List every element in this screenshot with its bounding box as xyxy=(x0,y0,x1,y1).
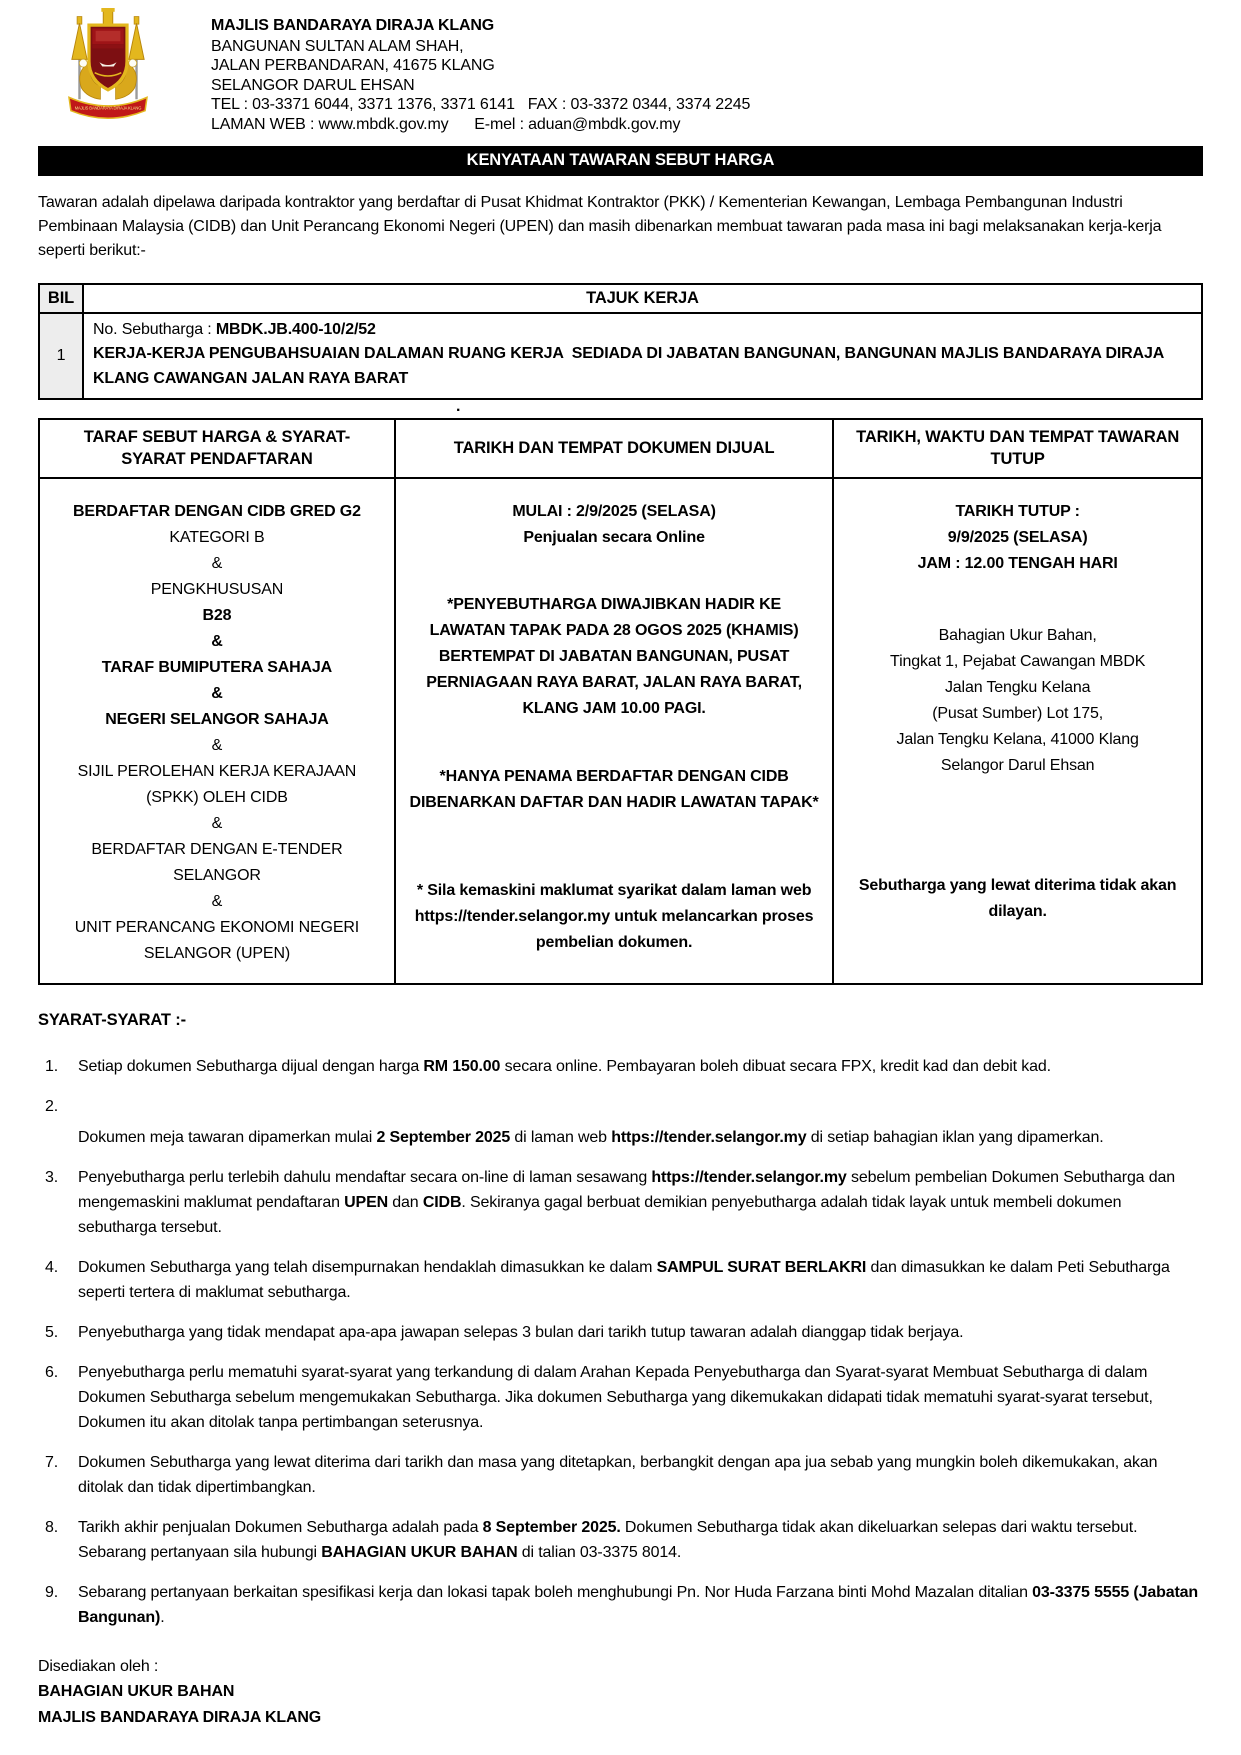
item-text xyxy=(78,1450,1203,1500)
text-segment: UPEN xyxy=(344,1193,389,1211)
job-row-number: 1 xyxy=(39,313,83,399)
item-number: 5. xyxy=(45,1323,59,1341)
syarat-item xyxy=(38,1360,1203,1435)
text-line: * Sila kemaskini maklumat syarikat dalam laman web https://tender.selangor.my untuk melancarkan proses pembelian dokumen. xyxy=(414,882,818,952)
org-name: MAJLIS BANDARAYA DIRAJA KLANG xyxy=(211,17,495,34)
text-line: Jalan Tengku Kelana xyxy=(944,679,1091,697)
text-line: Bahagian Ukur Bahan, xyxy=(938,627,1097,645)
text-line: JALAN PERBANDARAN, 41675 KLANG xyxy=(211,57,495,75)
text-segment: secara online. Pembayaran boleh dibuat secara FPX, kredit kad dan debit kad. xyxy=(500,1057,1051,1075)
item-number: 8. xyxy=(45,1518,59,1536)
text-line: Penjualan secara Online xyxy=(523,528,705,546)
quotation-info-table xyxy=(38,418,1203,985)
text-line: B28 xyxy=(202,606,232,624)
text-segment: Penyebutharga perlu terlebih dahulu mendaftar secara on-line di laman sesawang xyxy=(78,1168,652,1186)
text-line: MULAI : 2/9/2025 (SELASA) xyxy=(512,502,716,520)
text-segment: Dokumen Sebutharga yang lewat diterima dari tarikh dan masa yang ditetapkan, berbangkit dengan apa jua sebab yang mungkin boleh dikemukakan, akan ditolak dan tidak dipertimbangkan. xyxy=(78,1453,1162,1496)
text-segment: Penyebutharga perlu mematuhi syarat-syarat yang terkandung di dalam Arahan Kepada Penyebutharga dan Syarat-syarat Membuat Sebutharga di dalam Dokumen Sebutharga sebelum mengemukakan Sebutharga. Jika dokumen Sebutharga yang dikemukakan didapati tidak mematuhi syarat-syarat tersebut, Dokumen itu akan ditolak tanpa pertimbangan seterusnya. xyxy=(78,1363,1158,1431)
syarat-item xyxy=(38,1450,1203,1500)
text-line xyxy=(408,722,820,764)
crest-shield-icon xyxy=(89,25,127,90)
item-number: 7. xyxy=(45,1453,59,1471)
text-segment: SAMPUL SURAT BERLAKRI xyxy=(656,1258,867,1276)
text-segment: Dokumen Sebutharga yang telah disempurnakan hendaklah dimasukkan ke dalam xyxy=(78,1258,657,1276)
syarat-item xyxy=(38,1094,1203,1150)
text-segment: Sebarang pertanyaan berkaitan spesifikasi kerja dan lokasi tapak boleh menghubungi Pn. Nor Huda Farzana binti Mohd Mazalan ditalian xyxy=(78,1583,1033,1601)
item-number: 2. xyxy=(45,1097,59,1115)
text-segment: CIDB xyxy=(422,1193,462,1211)
text-segment: Tarikh akhir penjualan Dokumen Sebutharga adalah pada xyxy=(78,1518,483,1536)
text-segment: di talian 03-3375 8014. xyxy=(517,1543,682,1561)
text-line: BERDAFTAR DENGAN E-TENDER SELANGOR xyxy=(91,840,347,884)
text-segment: . Sekiranya gagal berbuat demikian penyebutharga adalah tidak layak untuk membeli dokumen sebutharga tersebut. xyxy=(78,1193,1126,1236)
quotation-ref-line xyxy=(93,318,1192,342)
letterhead-address xyxy=(211,8,750,134)
prepared-by-dept: BAHAGIAN UKUR BAHAN xyxy=(38,1683,235,1701)
syarat-item xyxy=(38,1515,1203,1565)
crest-finial-icon xyxy=(101,8,114,25)
text-segment: di laman web xyxy=(510,1128,612,1146)
text-segment: dan xyxy=(388,1193,423,1211)
text-line: TEL : 03-3371 6044, 3371 1376, 3371 6141 FAX : 03-3372 0344, 3374 2245 xyxy=(211,96,751,114)
text-line: NEGERI SELANGOR SAHAJA xyxy=(105,710,329,728)
item-text xyxy=(78,1054,1203,1079)
text-line: *PENYEBUTHARGA DIWAJIBKAN HADIR KE LAWATAN TAPAK PADA 28 OGOS 2025 (KHAMIS) BERTEMPAT DI JABATAN BANGUNAN, PUSAT PERNIAGAAN RAYA BARAT, JALAN RAYA BARAT, KLANG JAM 10.00 PAGI. xyxy=(426,596,807,718)
text-segment: 03-3375 5555 (Jabatan Bangunan) xyxy=(78,1583,1203,1626)
crest-banner-icon xyxy=(69,97,147,118)
address-lines xyxy=(211,37,750,135)
text-segment: di setiap bahagian iklan yang dipamerkan. xyxy=(806,1128,1104,1146)
cell-registration-requirements xyxy=(39,478,395,984)
stray-period: . xyxy=(456,398,461,416)
text-segment: RM 150.00 xyxy=(423,1057,501,1075)
text-segment: sebelum pembelian Dokumen Sebutharga dan mengemaskini maklumat pendaftaran xyxy=(78,1168,1180,1211)
text-line: PENGKHUSUSAN xyxy=(150,580,284,598)
prepared-by-org: MAJLIS BANDARAYA DIRAJA KLANG xyxy=(38,1709,322,1727)
text-segment: https://tender.selangor.my xyxy=(611,1128,807,1146)
job-title: KERJA-KERJA PENGUBAHSUAIAN DALAMAN RUANG KERJA SEDIADA DI JABATAN BANGUNAN, BANGUNAN MAJLIS BANDARAYA DIRAJA KLANG CAWANGAN JALAN RAYA BARAT xyxy=(93,345,1168,387)
syarat-item xyxy=(38,1165,1203,1240)
prepared-by-block xyxy=(38,1654,1203,1732)
text-line: UNIT PERANCANG EKONOMI NEGERI SELANGOR (UPEN) xyxy=(74,918,364,962)
item-text xyxy=(78,1580,1203,1630)
job-row-details xyxy=(83,313,1202,399)
text-segment: Penyebutharga yang tidak mendapat apa-apa jawapan selepas 3 bulan dari tarikh tutup tawaran adalah dianggap tidak berjaya. xyxy=(78,1323,964,1341)
quotation-ref-no: MBDK.JB.400-10/2/52 xyxy=(215,321,376,339)
text-line: & xyxy=(211,892,223,910)
text-line: JAM : 12.00 TENGAH HARI xyxy=(917,554,1118,572)
item-text xyxy=(78,1165,1203,1240)
text-line: *HANYA PENAMA BERDAFTAR DENGAN CIDB DIBENARKAN DAFTAR DAN HADIR LAWATAN TAPAK* xyxy=(409,767,819,811)
crest-banner-text: MAJLIS BANDARAYA DIRAJA KLANG xyxy=(74,105,142,111)
mbdk-crest-logo xyxy=(60,8,156,124)
col-header-tarikh-dokumen: TARIKH DAN TEMPAT DOKUMEN DIJUAL xyxy=(395,419,833,478)
text-line: & xyxy=(211,632,223,650)
text-line: & xyxy=(211,684,223,702)
job-table xyxy=(38,283,1203,400)
item-text xyxy=(78,1360,1203,1435)
text-segment: Dokumen meja tawaran dipamerkan mulai xyxy=(78,1128,377,1146)
conditions-list xyxy=(38,1054,1203,1630)
text-segment: Setiap dokumen Sebutharga dijual dengan harga xyxy=(78,1057,424,1075)
text-line xyxy=(846,577,1189,624)
info-table-body-row xyxy=(39,478,1202,984)
text-segment: BAHAGIAN UKUR BAHAN xyxy=(321,1543,518,1561)
item-number: 6. xyxy=(45,1363,59,1381)
conditions-heading: SYARAT-SYARAT :- xyxy=(38,1010,186,1029)
text-segment: https://tender.selangor.my xyxy=(651,1168,847,1186)
text-line: Selangor Darul Ehsan xyxy=(940,757,1095,775)
text-line: KATEGORI B xyxy=(169,528,265,546)
job-table-header-row xyxy=(39,284,1202,313)
text-segment: dan dimasukkan ke dalam Peti Sebutharga seperti tertera di maklumat sebutharga. xyxy=(78,1258,1175,1301)
item-number: 4. xyxy=(45,1258,59,1276)
text-line xyxy=(408,816,820,878)
text-line: & xyxy=(211,736,223,754)
intro-paragraph: Tawaran adalah dipelawa daripada kontraktor yang berdaftar di Pusat Khidmat Kontraktor (PKK) / Kementerian Kewangan, Lembaga Pembangunan Industri Pembinaan Malaysia (CIDB) dan Unit Perancang Ekonomi Negeri (UPEN) dan masih dibenarkan membuat tawaran pada masa ini bagi melaksanakan kerja-kerja seperti berikut:- xyxy=(38,194,1162,260)
text-line: & xyxy=(211,814,223,832)
text-segment: Dokumen Sebutharga tidak akan dikeluarkan selepas dari waktu tersebut. Sebarang pertanyaan sila hubungi xyxy=(78,1518,1142,1561)
text-segment: . xyxy=(160,1608,165,1626)
syarat-item xyxy=(38,1580,1203,1630)
item-number: 1. xyxy=(45,1057,59,1075)
text-segment: 8 September 2025. xyxy=(482,1518,621,1536)
col-header-bil: BIL xyxy=(39,284,83,313)
syarat-item xyxy=(38,1320,1203,1345)
text-line: Jalan Tengku Kelana, 41000 Klang xyxy=(896,731,1139,749)
syarat-item xyxy=(38,1054,1203,1079)
text-line: Tingkat 1, Pejabat Cawangan MBDK xyxy=(890,653,1146,671)
notice-title-bar: KENYATAAN TAWARAN SEBUT HARGA xyxy=(38,146,1203,176)
quotation-ref-label: No. Sebutharga : xyxy=(93,321,216,339)
item-text xyxy=(78,1094,1203,1150)
text-line: TARIKH TUTUP : xyxy=(955,502,1080,520)
text-line: BERDAFTAR DENGAN CIDB GRED G2 xyxy=(73,502,361,520)
cell-closing-info xyxy=(833,478,1202,984)
text-line xyxy=(408,551,820,593)
text-line xyxy=(846,779,1189,873)
table-row xyxy=(39,313,1202,399)
col-header-tawaran-tutup: TARIKH, WAKTU DAN TEMPAT TAWARAN TUTUP xyxy=(833,419,1202,478)
item-text xyxy=(78,1515,1203,1565)
text-line: & xyxy=(211,554,223,572)
info-table-header-row xyxy=(39,419,1202,478)
col-header-tajuk-kerja: TAJUK KERJA xyxy=(83,284,1202,313)
cell-document-sale-info xyxy=(395,478,833,984)
item-text xyxy=(78,1320,1203,1345)
prepared-by-label: Disediakan oleh : xyxy=(38,1657,159,1675)
item-number: 9. xyxy=(45,1583,59,1601)
item-text xyxy=(78,1255,1203,1305)
col-header-taraf: TARAF SEBUT HARGA & SYARAT-SYARAT PENDAFTARAN xyxy=(39,419,395,478)
item-number: 3. xyxy=(45,1168,59,1186)
syarat-item xyxy=(38,1255,1203,1305)
text-line: SIJIL PEROLEHAN KERJA KERAJAAN (SPKK) OLEH CIDB xyxy=(77,762,361,806)
text-line: Sebutharga yang lewat diterima tidak akan dilayan. xyxy=(858,876,1181,920)
text-line: (Pusat Sumber) Lot 175, xyxy=(932,705,1104,723)
text-line: LAMAN WEB : www.mbdk.gov.my E-mel : aduan@mbdk.gov.my xyxy=(211,115,681,133)
text-line: SELANGOR DARUL EHSAN xyxy=(211,76,415,94)
text-segment: 2 September 2025 xyxy=(376,1128,511,1146)
text-line: BANGUNAN SULTAN ALAM SHAH, xyxy=(211,37,464,55)
text-line: 9/9/2025 (SELASA) xyxy=(947,528,1088,546)
letterhead xyxy=(60,8,1203,134)
text-line: TARAF BUMIPUTERA SAHAJA xyxy=(101,658,333,676)
